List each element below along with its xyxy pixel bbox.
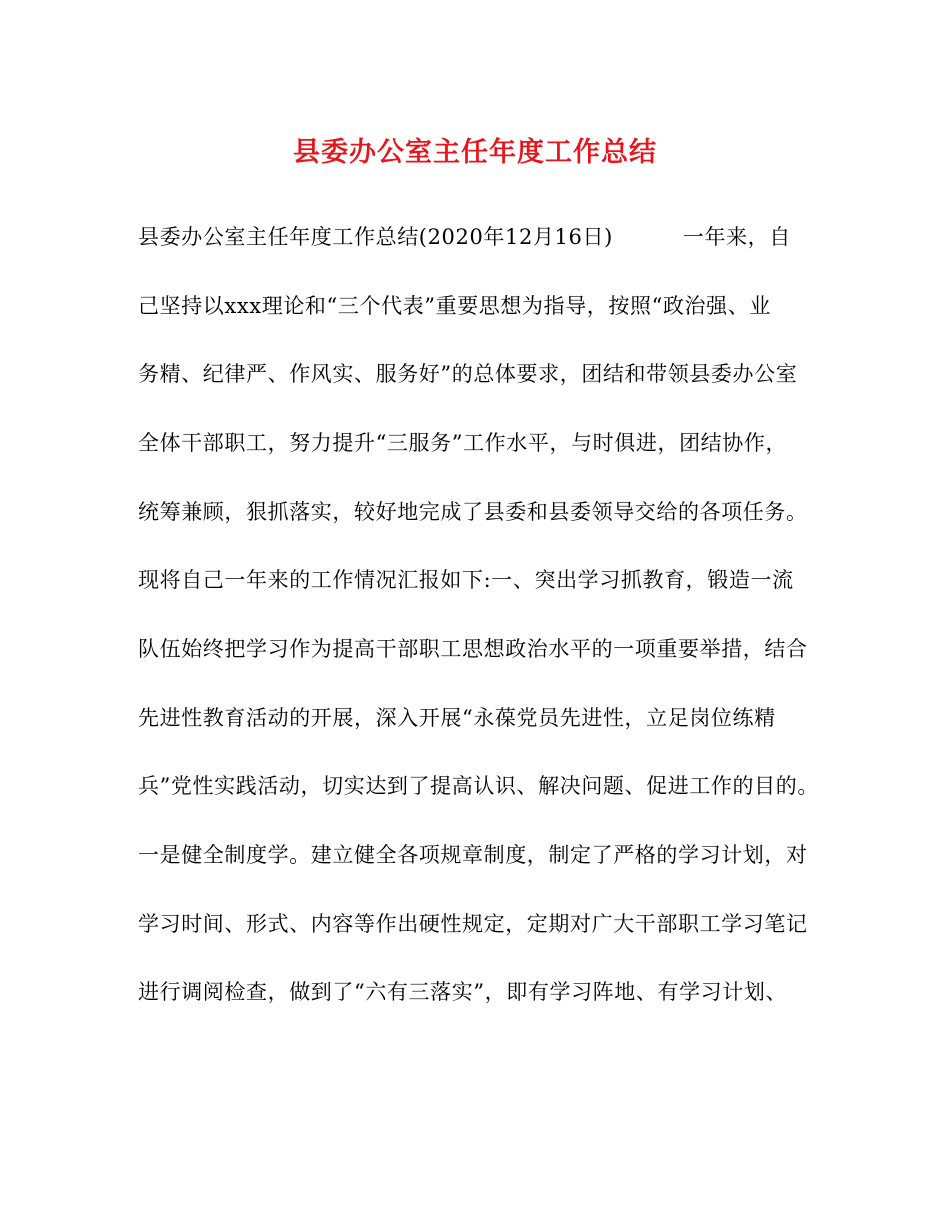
body-line-tail: 一年来，自 bbox=[682, 225, 791, 249]
body-line: 一是健全制度学。建立健全各项规章制度，制定了严格的学习计划，对 bbox=[138, 843, 808, 867]
body-line: 进行调阅检查，做到了“六有三落实”，即有学习阵地、有学习计划、 bbox=[138, 980, 788, 1004]
body-line bbox=[138, 222, 838, 252]
body-line: 统筹兼顾，狠抓落实，较好地完成了县委和县委领导交给的各项任务。 bbox=[138, 500, 808, 524]
body-line: 兵”党性实践活动，切实达到了提高认识、解决问题、促进工作的目的。 bbox=[138, 774, 819, 798]
body-line: 全体干部职工，努力提升“三服务”工作水平，与时俱进，团结协作， bbox=[138, 431, 788, 455]
body-line-head: 县委办公室主任年度工作总结(2020年12月16日) bbox=[138, 225, 613, 249]
document-title: 县委办公室主任年度工作总结 bbox=[293, 137, 657, 168]
body-line: 己坚持以xxx理论和“三个代表”重要思想为指导，按照“政治强、业 bbox=[138, 294, 771, 318]
body-line: 学习时间、形式、内容等作出硬性规定，定期对广大干部职工学习笔记 bbox=[138, 912, 808, 936]
body-line: 现将自己一年来的工作情况汇报如下:一、突出学习抓教育，锻造一流 bbox=[138, 568, 794, 592]
body-line: 队伍始终把学习作为提高干部职工思想政治水平的一项重要举措，结合 bbox=[138, 637, 808, 661]
body-line: 务精、纪律严、作风实、服务好”的总体要求，团结和带领县委办公室 bbox=[138, 362, 798, 386]
body-line: 先进性教育活动的开展，深入开展“永葆党员先进性，立足岗位练精 bbox=[138, 706, 776, 730]
